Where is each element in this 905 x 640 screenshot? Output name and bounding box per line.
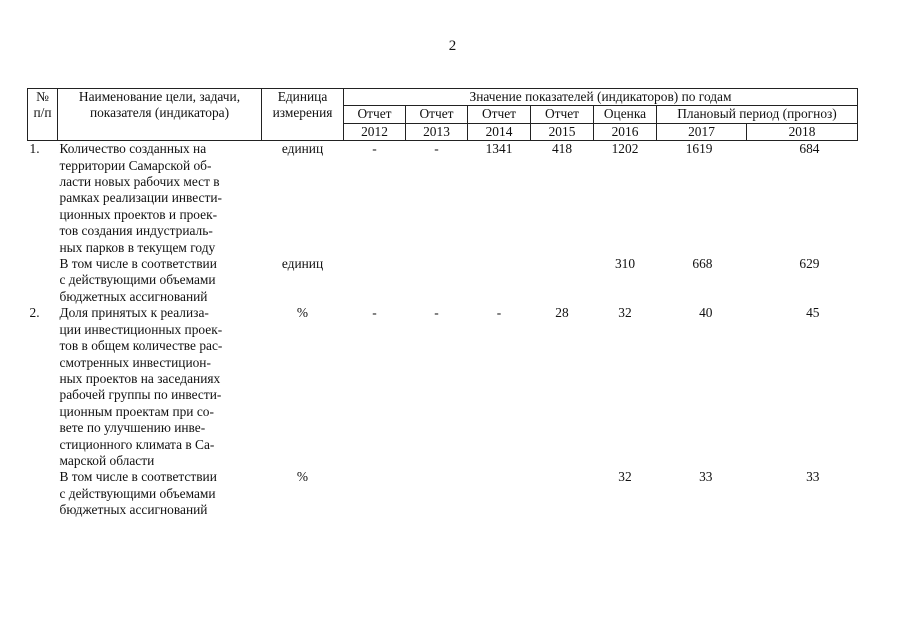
value-cell: 40 [699, 305, 713, 321]
header-col-kind: Отчет [531, 106, 594, 123]
value-cell [344, 469, 406, 518]
value-cell [468, 469, 531, 518]
value-cell: 1341 [485, 141, 513, 157]
row-number [28, 256, 58, 305]
header-col-year: 2012 [344, 123, 406, 140]
indicators-table [27, 88, 858, 519]
unit-cell: единиц [281, 256, 324, 272]
value-cell: 1202 [611, 141, 639, 157]
header-plan-year: 2017 [657, 123, 747, 140]
value-cell: 45 [806, 305, 820, 321]
value-cell: - [434, 141, 439, 157]
value-cell [468, 256, 531, 305]
table-row [28, 305, 858, 469]
page-number: 2 [448, 38, 457, 54]
value-cell: 33 [806, 469, 820, 485]
header-col-kind: Отчет [468, 106, 531, 123]
value-cell [531, 256, 594, 305]
header-col-year: 2015 [531, 123, 594, 140]
header-plan-group: Плановый период (прогноз) [657, 106, 858, 123]
value-cell: - [372, 305, 377, 321]
header-col-kind: Оценка [594, 106, 657, 123]
header-plan-year: 2018 [747, 123, 858, 140]
header-values-group: Значение показателей (индикаторов) по годам [344, 89, 858, 106]
value-cell: 629 [799, 256, 820, 272]
value-cell [406, 256, 468, 305]
indicator-name: Количество созданных на территории Самарской об- ласти новых рабочих мест в рамках реализации инвести- ционных проектов и проек- тов создания индустриаль- ных парков в текущем году [59, 141, 222, 255]
header-num: № п/п [28, 89, 58, 141]
row-number [28, 469, 58, 518]
value-cell [406, 469, 468, 518]
value-cell: 668 [692, 256, 713, 272]
value-cell: 418 [551, 141, 573, 157]
value-cell: 28 [555, 305, 569, 321]
unit-cell: % [296, 469, 309, 485]
value-cell: 1619 [685, 141, 713, 157]
value-cell: - [496, 305, 502, 321]
header-col-kind: Отчет [406, 106, 468, 123]
value-cell: 310 [614, 256, 636, 272]
indicator-name: В том числе в соответствии с действующими объемами бюджетных ассигнований [59, 256, 217, 304]
header-name: Наименование цели, задачи, показателя (индикатора) [58, 89, 262, 141]
unit-cell: единиц [281, 141, 324, 157]
row-number: 1. [29, 141, 40, 157]
value-cell [531, 469, 594, 518]
header-col-year: 2014 [468, 123, 531, 140]
table-row [28, 141, 858, 256]
header-col-kind: Отчет [344, 106, 406, 123]
row-number: 2. [29, 305, 40, 321]
header-col-year: 2016 [594, 123, 657, 140]
value-cell: 33 [699, 469, 713, 485]
indicator-name: Доля принятых к реализа- ции инвестиционных проек- тов в общем количестве рас- смотренных инвестицион- ных проектов на заседаниях рабочей группы по инвести- ционным проектам при со- вете по улучшению инве- стиционного климата в Са- марской области [59, 305, 223, 468]
table-row [28, 469, 858, 518]
unit-cell: % [296, 305, 309, 321]
table-row [28, 256, 858, 305]
value-cell: 684 [799, 141, 820, 157]
value-cell: 32 [618, 469, 632, 485]
value-cell: - [434, 305, 439, 321]
value-cell [344, 256, 406, 305]
value-cell: - [372, 141, 377, 157]
header-unit: Единица измерения [262, 89, 344, 141]
header-col-year: 2013 [406, 123, 468, 140]
value-cell: 32 [618, 305, 632, 321]
indicator-name: В том числе в соответствии с действующими объемами бюджетных ассигнований [59, 469, 217, 518]
